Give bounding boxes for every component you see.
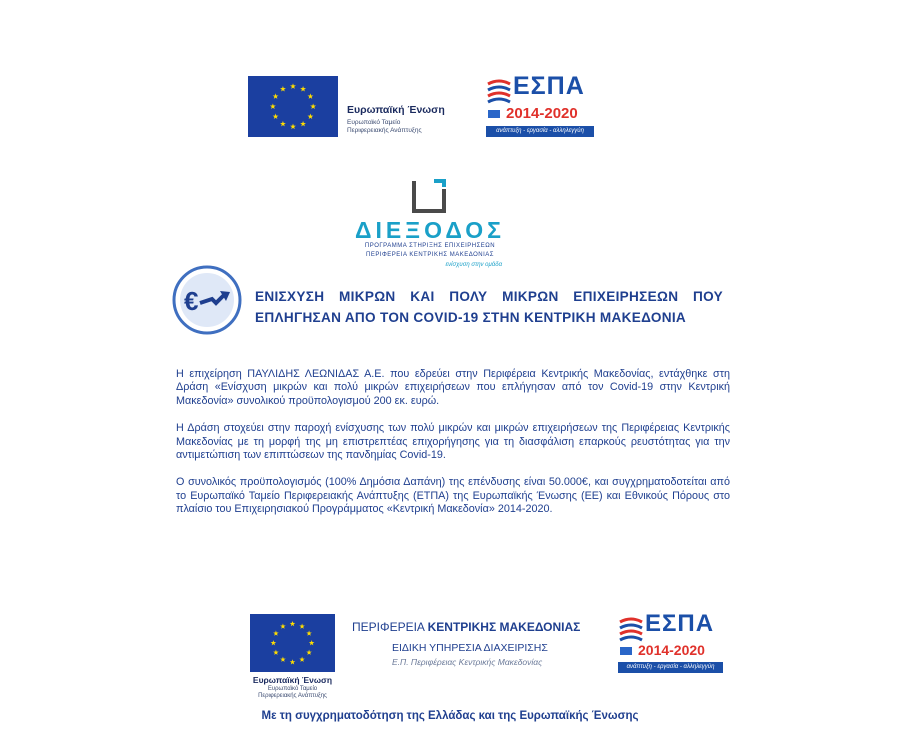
espa-years-bottom: 2014-2020 [638, 642, 705, 658]
eu-title: Ευρωπαϊκή Ένωση [347, 104, 445, 116]
greek-flag-icon [488, 110, 500, 118]
paragraph: Η επιχείρηση ΠΑΥΛΙΔΗΣ ΛΕΩΝΙΔΑΣ Α.Ε. που εδρεύει στην Περιφέρεια Κεντρικής Μακεδονίας, εντάχθηκε στη Δράση «Ενίσχυση μικρών και πολύ μικρών επιχειρήσεων που επλήγησαν από τον Covid-19 στην Κεντρική Μακεδονία» συνολικού προϋπολογισμού 200 εκ. ευρώ. [176, 368, 730, 407]
eu-flag-icon [250, 614, 335, 672]
diexodos-word: ΔΙΕΞΟΔΟΣ [355, 217, 505, 243]
paragraph: Η Δράση στοχεύει στην παροχή ενίσχυσης των πολύ μικρών και μικρών επιχειρήσεων της Περιφέρειας Κεντρικής Μακεδονίας με τη μορφή της μη επιστρεπτέας επιχορήγησης για τη διασφάλιση επαρκούς ρευστότητας για την αντιμετώπιση των επιπτώσεων της πανδημίας Covid-19. [176, 422, 730, 462]
diexodos-line2: ΠΕΡΙΦΕΡΕΙΑ ΚΕΝΤΡΙΚΗΣ ΜΑΚΕΔΟΝΙΑΣ [366, 252, 494, 258]
diexodos-square-icon [410, 177, 448, 215]
eu-title-bottom: Ευρωπαϊκή Ένωση [252, 675, 333, 685]
espa-years: 2014-2020 [506, 105, 578, 122]
operational-programme: Ε.Π. Περιφέρειας Κεντρικής Μακεδονίας [392, 657, 543, 667]
region-bold: ΚΕΝΤΡΙΚΗΣ ΜΑΚΕΔΟΝΙΑΣ [427, 620, 581, 634]
eu-fund-line2-bottom: Περιφερειακής Ανάπτυξης [258, 693, 327, 699]
cofinancing-footer: Με τη συγχρηματοδότηση της Ελλάδας και της Ευρωπαϊκής Ένωσης [261, 710, 639, 722]
managing-authority: ΕΙΔΙΚΗ ΥΠΗΡΕΣΙΑ ΔΙΑΧΕΙΡΙΣΗΣ [392, 642, 548, 654]
eu-fund-line2: Περιφερειακής Ανάπτυξης [347, 127, 422, 134]
paragraph: Ο συνολικός προϋπολογισμός (100% Δημόσια Δαπάνη) της επένδυσης είναι 50.000€, και συγχρηματοδοτείται από το Ευρωπαϊκό Ταμείο Περιφερειακής Ανάπτυξης (ΕΤΠΑ) της Ευρωπαϊκής Ένωσης (ΕΕ) και Εθνικούς Πόρους στο πλαίσιο του Επιχειρησιακού Προγράμματος «Κεντρική Μακεδονία» 2014-2020. [176, 476, 730, 516]
espa-stripes-icon [486, 78, 512, 104]
diexodos-tagline: ενίσχυση στην ομάδα [445, 262, 502, 268]
espa-word: ΕΣΠΑ [513, 72, 585, 100]
espa-slogan: ανάπτυξη - εργασία - αλληλεγγύη [486, 126, 594, 137]
title-line1: ΕΝΙΣΧΥΣΗ ΜΙΚΡΩΝ ΚΑΙ ΠΟΛΥ ΜΙΚΡΩΝ ΕΠΙΧΕΙΡΗΣΕΩΝ ΠΟΥ [255, 289, 723, 304]
eu-fund-line1-bottom: Ευρωπαϊκό Ταμείο [267, 686, 318, 692]
espa-logo-bottom [618, 612, 723, 676]
diexodos-logo [350, 177, 510, 272]
eu-flag-icon [248, 76, 338, 137]
espa-stripes-icon [618, 616, 644, 642]
title-line2: ΕΠΛΗΓΗΣΑΝ ΑΠΟ ΤΟΝ COVID-19 ΣΤΗΝ ΚΕΝΤΡΙΚΗ ΜΑΚΕΔΟΝΙΑ [255, 310, 687, 325]
euro-arrow-icon [172, 265, 242, 335]
region-name [352, 620, 580, 634]
greek-flag-icon [620, 647, 632, 655]
diexodos-line1: ΠΡΟΓΡΑΜΜΑ ΣΤΗΡΙΞΗΣ ΕΠΙΧΕΙΡΗΣΕΩΝ [364, 243, 496, 249]
espa-slogan-bottom: ανάπτυξη - εργασία - αλληλεγγύη [618, 662, 723, 673]
page-title [255, 286, 723, 328]
espa-word-bottom: ΕΣΠΑ [645, 610, 715, 637]
svg-text:€: € [184, 286, 199, 316]
eu-fund-line1: Ευρωπαϊκό Ταμείο [347, 119, 401, 126]
espa-logo [486, 74, 594, 140]
region-prefix: ΠΕΡΙΦΕΡΕΙΑ [352, 620, 425, 634]
body-text [176, 368, 730, 531]
